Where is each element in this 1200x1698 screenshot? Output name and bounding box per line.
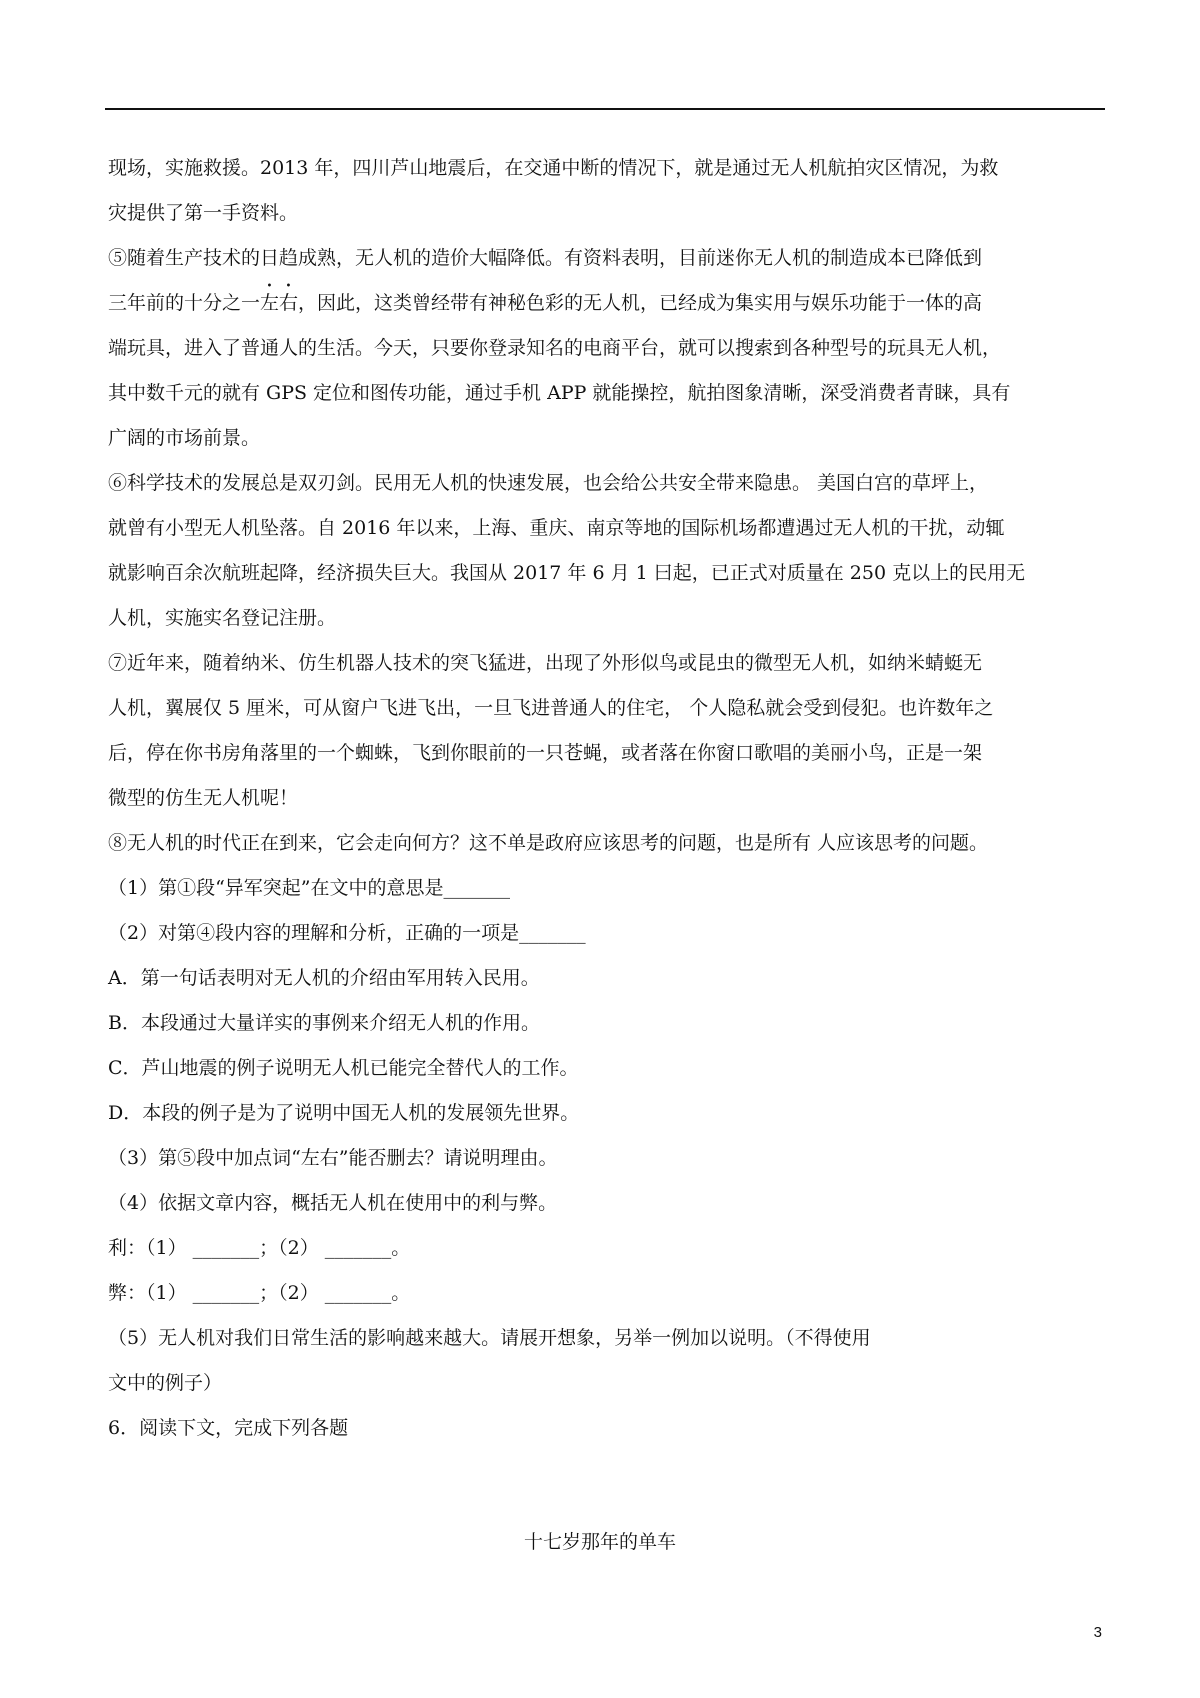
paragraph-7-line-4: 微型的仿生无人机呢！ xyxy=(108,787,299,809)
question-5-line-2: 文中的例子） xyxy=(108,1372,223,1394)
question-3: （3）第⑤段中加点词“左右”能否删去？请说明理由。 xyxy=(108,1147,558,1169)
option-a: A．第一句话表明对无人机的介绍由军用转入民用。 xyxy=(108,967,540,989)
paragraph-7-line-1: ⑦近年来，随着纳米、仿生机器人技术的突飞猛进，出现了外形似鸟或昆虫的微型无人机，如纳米蜻蜓无 xyxy=(108,652,983,674)
paragraph-5-line-3: 端玩具，进入了普通人的生活。今天，只要你登录知名的电商平台，就可以搜索到各种型号的玩具无人机， xyxy=(108,337,1002,359)
question-4-cons: 弊：（1） _______；（2） _______。 xyxy=(108,1282,411,1304)
question-5-line-1: （5）无人机对我们日常生活的影响越来越大。请展开想象，另举一例加以说明。（不得使用 xyxy=(108,1327,871,1349)
paragraph-6-line-2: 就曾有小型无人机坠落。自 2016 年以来，上海、重庆、南京等地的国际机场都遭遇过无人机的干扰，动辄 xyxy=(108,517,1005,539)
paragraph-5-line-5: 广阔的市场前景。 xyxy=(108,427,261,449)
paragraph-6-line-4: 人机，实施实名登记注册。 xyxy=(108,607,337,629)
paragraph-8: ⑧无人机的时代正在到来，它会走向何方？这不单是政府应该思考的问题，也是所有 人应该思考的问题。 xyxy=(108,832,989,854)
paragraph-7-line-3: 后，停在你书房角落里的一个蜘蛛，飞到你眼前的一只苍蝇，或者落在你窗口歌唱的美丽小鸟，正是一架 xyxy=(108,742,983,764)
option-b: B．本段通过大量详实的事例来介绍无人机的作用。 xyxy=(108,1012,540,1034)
paragraph-4-continued-line-2: 灾提供了第一手资料。 xyxy=(108,202,299,224)
paragraph-4-continued-line-1: 现场，实施救援。2013 年，四川芦山地震后，在交通中断的情况下，就是通过无人机航拍灾区情况，为救 xyxy=(108,157,999,179)
section-6-instruction: 6．阅读下文，完成下列各题 xyxy=(108,1417,349,1439)
paragraph-6-line-1: ⑥科学技术的发展总是双刃剑。民用无人机的快速发展，也会给公共安全带来隐患。 美国白宫的草坪上， xyxy=(108,472,989,494)
paragraph-5-line-4: 其中数千元的就有 GPS 定位和图传功能，通过手机 APP 就能操控，航拍图象清晰，深受消费者青睐，具有 xyxy=(108,382,1011,404)
question-2: （2）对第④段内容的理解和分析，正确的一项是_______ xyxy=(108,922,586,944)
header-rule xyxy=(105,108,1105,110)
section-6-title: 十七岁那年的单车 xyxy=(523,1531,676,1553)
option-c: C．芦山地震的例子说明无人机已能完全替代人的工作。 xyxy=(108,1057,579,1079)
paragraph-5-line-2-end: ，因此，这类曾经带有神秘色彩的无人机，已经成为集实用与娱乐功能于一体的高 xyxy=(298,292,983,314)
option-d: D．本段的例子是为了说明中国无人机的发展领先世界。 xyxy=(108,1102,580,1124)
page-number: 3 xyxy=(1093,1624,1102,1641)
paragraph-7-line-2: 人机，翼展仅 5 厘米，可从窗户飞进飞出，一旦飞进普通人的住宅， 个人隐私就会受到侵犯。也许数年之 xyxy=(108,697,994,719)
question-4: （4）依据文章内容，概括无人机在使用中的利与弊。 xyxy=(108,1192,558,1214)
question-1: （1）第①段“异军突起”在文中的意思是_______ xyxy=(108,877,511,899)
document-body xyxy=(108,146,1104,1451)
question-4-pros: 利：（1） _______；（2） _______。 xyxy=(108,1237,411,1259)
paragraph-5-line-2-start: 三年前的十分之一 xyxy=(108,292,261,314)
paragraph-5-line-1: ⑤随着生产技术的日趋成熟，无人机的造价大幅降低。有资料表明，目前迷你无人机的制造成本已降低到 xyxy=(108,247,983,269)
dotted-word-zuoyou: 左右 xyxy=(260,292,299,314)
paragraph-6-line-3: 就影响百余次航班起降，经济损失巨大。我国从 2017 年 6 月 1 曰起，已正式对质量在 250 克以上的民用无 xyxy=(108,562,1026,584)
paragraph-5-line-2 xyxy=(108,281,1104,326)
